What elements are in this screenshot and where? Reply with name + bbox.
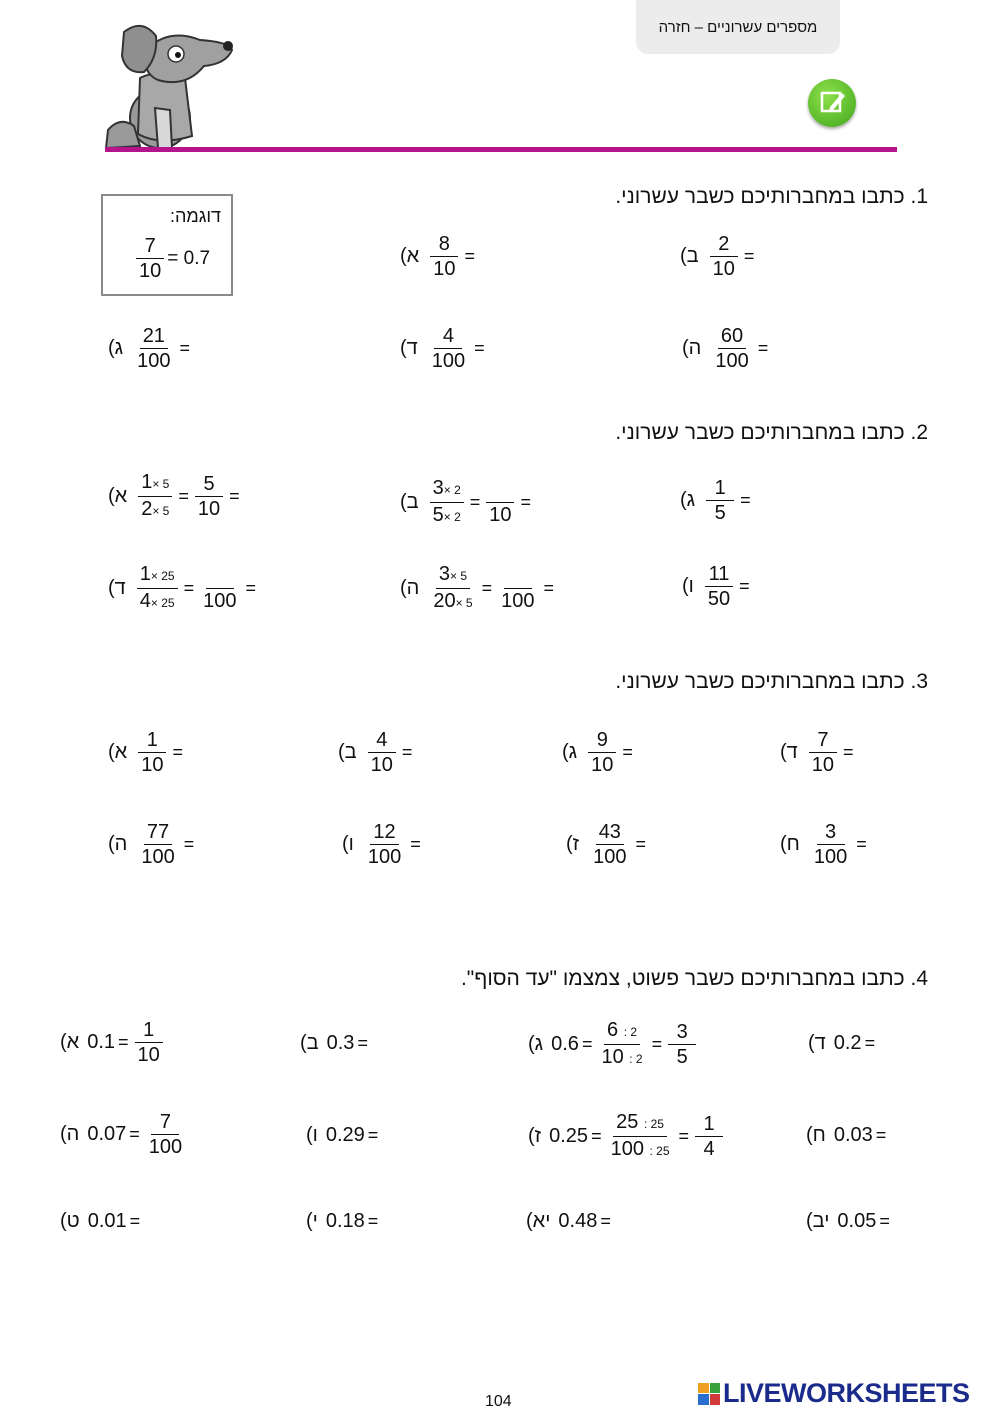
q2-b-blank[interactable] xyxy=(486,478,514,503)
q4-item-a: א) 0.1 = $\frac{1}{10}$ xyxy=(60,1018,166,1067)
q4-item-j: י) 0.18 = xyxy=(306,1210,379,1232)
q2-item-d: ד) $\frac{1\times 25}{4\times 25}$ = 100 = xyxy=(108,563,256,612)
q4-title: 4. כתבו במחברותיכם כשבר פשוט, צמצמו "עד הסוף". xyxy=(460,967,928,990)
q4-item-e: ה) 0.07 = $\frac{7}{100}$ xyxy=(60,1111,183,1158)
q1-item-d: ד) $\frac{4}{100}$ = xyxy=(400,325,485,372)
page-number: 104 xyxy=(485,1393,512,1410)
q1-item-a: א) $\frac{8}{10}$ = xyxy=(400,233,475,280)
example-box xyxy=(101,194,233,296)
q4-item-h: ח) 0.03 = xyxy=(806,1124,887,1146)
q4-item-f: ו) 0.29 = xyxy=(306,1124,379,1146)
q3-item-g: ז) $\frac{43}{100}$ = xyxy=(566,821,647,868)
q4-item-c: ג) 0.6 = $\frac{6 : 2}{10 : 2}$ = $\frac{3}{5}$ xyxy=(528,1018,699,1071)
topic-tab: מספרים עשרוניים – חזרה xyxy=(636,0,840,54)
q3-item-c: ג) $\frac{9}{10}$ = xyxy=(562,729,633,776)
logo-squares-icon xyxy=(698,1383,720,1405)
dog-illustration xyxy=(100,18,240,154)
q2-item-c: ג) $\frac{1}{5}$ = xyxy=(680,477,751,524)
q4-item-l: יב) 0.05 = xyxy=(806,1210,890,1232)
q3-item-e: ה) $\frac{77}{100}$ = xyxy=(108,821,195,868)
example-label: דוגמה: xyxy=(169,206,221,226)
q3-item-f: ו) $\frac{12}{100}$ = xyxy=(342,821,421,868)
q4-item-d: ד) 0.2 = xyxy=(808,1032,876,1054)
example-equation: $\frac{7}{10}$ = 0.7 xyxy=(133,234,210,283)
q2-e-blank[interactable] xyxy=(504,564,532,589)
q4-item-b: ב) 0.3 = xyxy=(300,1032,368,1054)
q2-d-blank[interactable] xyxy=(206,564,234,589)
pencil-icon xyxy=(808,79,856,127)
q2-title: 2. כתבו במחברותיכם כשבר עשרוני. xyxy=(615,421,928,444)
q2-item-b: ב) $\frac{3\times 2}{5\times 2}$ = 10 = xyxy=(400,477,532,526)
q3-item-d: ד) $\frac{7}{10}$ = xyxy=(780,729,854,776)
q2-item-f: ו) $\frac{11}{50}$ = xyxy=(682,563,750,610)
header-line xyxy=(105,147,897,152)
q3-item-a: א) $\frac{1}{10}$ = xyxy=(108,729,183,776)
edit-button[interactable] xyxy=(808,79,856,127)
q3-item-h: ח) $\frac{3}{100}$ = xyxy=(780,821,867,868)
q3-title: 3. כתבו במחברותיכם כשבר עשרוני. xyxy=(615,670,928,693)
example-fraction: $\frac{7}{10}$ xyxy=(136,234,164,283)
q4-item-g: ז) 0.25 = $\frac{25 : 25}{100 : 25}$ = $\frac{1}{4}$ xyxy=(528,1110,726,1163)
q2-item-a: א) $\frac{1\times 5}{2\times 5}$ = $\frac{5}{10}$ = xyxy=(108,471,240,520)
liveworksheets-logo[interactable]: LIVEWORKSHEETS xyxy=(698,1378,970,1409)
q1-item-b: ב) $\frac{2}{10}$ = xyxy=(680,233,755,280)
q3-item-b: ב) $\frac{4}{10}$ = xyxy=(338,729,413,776)
q1-title: 1. כתבו במחברותיכם כשבר עשרוני. xyxy=(615,185,928,208)
q4-item-i: ט) 0.01 = xyxy=(60,1210,141,1232)
q1-item-c: ג) $\frac{21}{100}$ = xyxy=(108,325,191,372)
q2-item-e: ה) $\frac{3\times 5}{20\times 5}$ = 100 = xyxy=(400,563,555,612)
q1-item-e: ה) $\frac{60}{100}$ = xyxy=(682,325,769,372)
q4-item-k: יא) 0.48 = xyxy=(526,1210,611,1232)
